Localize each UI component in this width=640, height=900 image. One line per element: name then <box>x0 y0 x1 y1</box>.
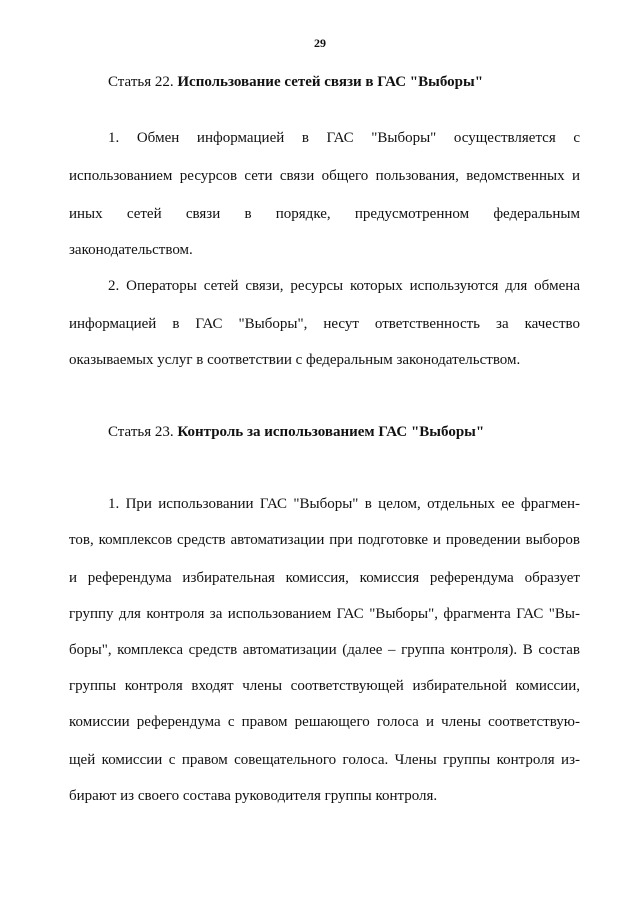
article-22-p1-line-1: 1. Обмен информацией в ГАС "Выборы" осуществляется с <box>108 130 580 146</box>
article-23-heading <box>108 424 484 441</box>
article-22-prefix: Статья 22. <box>108 74 174 90</box>
article-23-p1-line-8: щей комиссии с правом совещательного голоса. Члены группы контроля из- <box>69 752 580 768</box>
article-22-p1-line-3: иных сетей связи в порядке, предусмотренном федеральным <box>69 206 580 222</box>
article-22-p2-line-1: 2. Операторы сетей связи, ресурсы которых используются для обмена <box>108 278 580 294</box>
article-22-p2-line-2: информацией в ГАС "Выборы", несут ответственность за качество <box>69 316 580 332</box>
article-22-p1-line-2: использованием ресурсов сети связи общего пользования, ведомственных и <box>69 168 580 184</box>
article-23-p1-line-9: бирают из своего состава руководителя группы контроля. <box>69 788 438 804</box>
article-22-title: Использование сетей связи в ГАС "Выборы" <box>177 74 484 90</box>
article-23-p1-line-1: 1. При использовании ГАС "Выборы" в целом, отдельных ее фрагмен- <box>108 496 580 512</box>
article-23-p1-line-7: комиссии референдума с правом решающего голоса и члены соответствую- <box>69 714 580 730</box>
article-22-heading <box>108 74 483 91</box>
page-number: 29 <box>314 36 326 50</box>
article-23-title: Контроль за использованием ГАС "Выборы" <box>177 424 485 440</box>
article-22-p2-line-3: оказываемых услуг в соответствии с федеральным законодательством. <box>69 352 521 368</box>
article-23-p1-line-4: группу для контроля за использованием ГАС "Выборы", фрагмента ГАС "Вы- <box>69 606 580 622</box>
article-23-p1-line-6: группы контроля входят члены соответствующей избирательной комиссии, <box>69 678 580 694</box>
article-22-p1-line-4: законодательством. <box>69 242 193 258</box>
article-23-p1-line-3: и референдума избирательная комиссия, комиссия референдума образует <box>69 570 580 586</box>
article-23-p1-line-5: боры", комплекса средств автоматизации (далее – группа контроля). В состав <box>69 642 580 658</box>
article-23-prefix: Статья 23. <box>108 424 174 440</box>
article-23-p1-line-2: тов, комплексов средств автоматизации при подготовке и проведении выборов <box>69 532 580 548</box>
